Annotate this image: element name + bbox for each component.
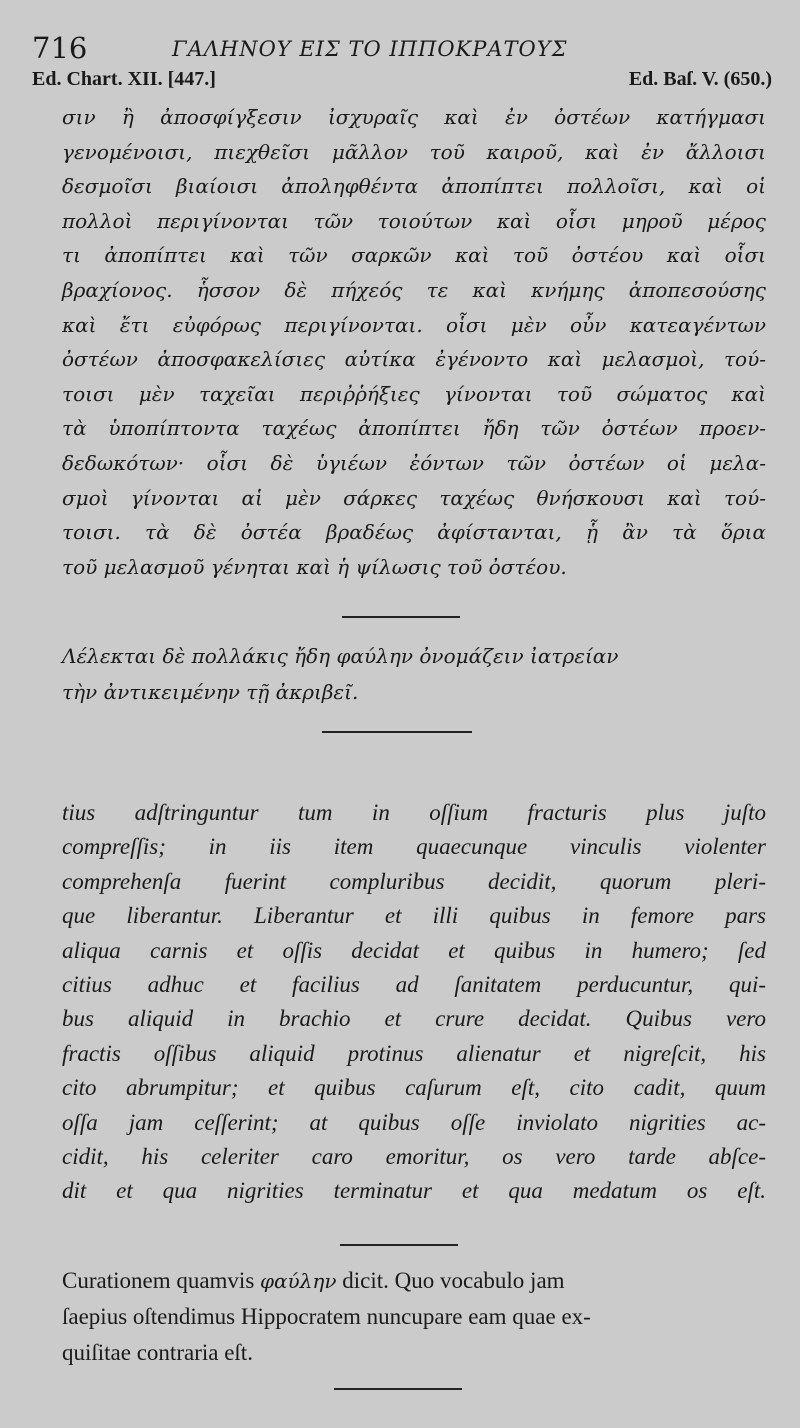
- note-text: Curationem quamvis: [62, 1268, 261, 1293]
- note-text: dicit. Quo vocabulo jam: [336, 1268, 565, 1293]
- latin-text-block: [62, 796, 766, 1209]
- latin-line: dit et qua nigrities terminatur et qua medatum os eſt.: [62, 1178, 766, 1204]
- edition-chartier: Ed. Chart. XII. [447.]: [32, 68, 216, 90]
- latin-line: comprehenſa fuerint compluribus decidit, quorum pleri-: [62, 868, 766, 894]
- latin-line: cito abrumpitur; et quibus caſurum eſt, cito cadit, quum: [62, 1075, 766, 1101]
- greek-line: γενομένοισι, πιεχθεῖσι μᾶλλον τοῦ καιροῦ, καὶ ἐν ἄλλοισι: [62, 139, 766, 164]
- latin-line: bus aliquid in brachio et crure decidat. Quibus vero: [62, 1006, 766, 1032]
- section-divider: [334, 1388, 462, 1390]
- latin-line: compreſſis; in iis item quaecunque vinculis violenter: [62, 834, 766, 860]
- note-line: ſaepius oſtendimus Hippocratem nuncupare eam quae ex-: [62, 1304, 591, 1329]
- latin-line: aliqua carnis et oſſis decidat et quibus in humero; ſed: [62, 937, 766, 963]
- latin-line: que liberantur. Liberantur et illi quibus in femore pars: [62, 903, 766, 929]
- latin-line: cidit, his celeriter caro emoritur, os vero tarde abſce-: [62, 1143, 766, 1169]
- scholion-line: Λέλεκται δὲ πολλάκις ἤδη φαύλην ὀνομάζειν ἰατρείαν: [62, 644, 619, 668]
- greek-line: τοισι. τὰ δὲ ὀστέα βραδέως ἀφίστανται, ᾗ ἂν τὰ ὅρια: [62, 520, 766, 545]
- page-header: [32, 30, 772, 70]
- latin-line: fractis oſſibus aliquid protinus alienatur et nigreſcit, his: [62, 1040, 766, 1066]
- note-line: quiſitae contraria eſt.: [62, 1340, 253, 1365]
- section-divider: [342, 616, 460, 618]
- greek-line: σμοὶ γίνονται αἱ μὲν σάρκες ταχέως θνήσκουσι καὶ τού-: [62, 485, 766, 510]
- greek-line: πολλοὶ περιγίνονται τῶν τοιούτων καὶ οἷσι μηροῦ μέρος: [62, 208, 766, 233]
- greek-line: τοῦ μελασμοῦ γένηται καὶ ἡ ψίλωσις τοῦ ὀστέου.: [62, 554, 567, 579]
- latin-line: citius adhuc et facilius ad ſanitatem perducuntur, qui-: [62, 971, 766, 997]
- greek-line: τι ἀποπίπτει καὶ τῶν σαρκῶν καὶ τοῦ ὀστέου καὶ οἷσι: [62, 243, 766, 268]
- greek-line: δεδωκότων· οἷσι δὲ ὑγιέων ἐόντων τῶν ὀστέων οἱ μελα-: [62, 450, 766, 475]
- greek-line: δεσμοῖσι βιαίοισι ἀποληφθέντα ἀποπίπτει πολλοῖσι, καὶ οἱ: [62, 174, 766, 199]
- greek-line: καὶ ἔτι εὐφόρως περιγίνονται. οἷσι μὲν οὖν κατεαγέντων: [62, 312, 766, 337]
- greek-line: βραχίονος. ἧσσον δὲ πήχεός τε καὶ κνήμης ἀποπεσούσης: [62, 277, 766, 302]
- greek-line: τοισι μὲν ταχεῖαι περιῤῥήξιες γίνονται τοῦ σώματος καὶ: [62, 381, 766, 406]
- page-number: 716: [32, 31, 88, 65]
- latin-note: [62, 1263, 766, 1371]
- edition-references: [32, 68, 772, 98]
- note-greek-word: φαύλην: [260, 1269, 337, 1293]
- running-title: ΓΑΛΗΝΟΥ ΕΙΣ ΤΟ ΙΠΠΟΚΡΑΤΟΥΣ: [172, 37, 568, 61]
- greek-line: τὰ ὑποπίπτοντα ταχέως ἀποπίπτει ἤδη τῶν ὀστέων προεν-: [62, 416, 766, 441]
- greek-line: σιν ἢ ἀποσφίγξεσιν ἰσχυραῖς καὶ ἐν ὀστέων κατήγμασι: [62, 105, 766, 129]
- latin-line: tius adſtringuntur tum in oſſium fracturis plus juſto: [62, 800, 766, 825]
- greek-line: ὀστέων ἀποσφακελίσιες αὐτίκα ἐγένοντο καὶ μελασμοὶ, τού-: [62, 347, 766, 372]
- section-divider: [340, 1244, 458, 1246]
- greek-scholion: [62, 638, 766, 710]
- edition-basel: Ed. Baſ. V. (650.): [628, 68, 772, 90]
- latin-line: oſſa jam ceſſerint; at quibus oſſe inviolato nigrities ac-: [62, 1109, 766, 1135]
- greek-text-block: [62, 100, 766, 584]
- scholion-line: τὴν ἀντικειμένην τῇ ἀκριβεῖ.: [62, 680, 359, 704]
- section-divider: [322, 731, 472, 733]
- note-line: [62, 1263, 766, 1299]
